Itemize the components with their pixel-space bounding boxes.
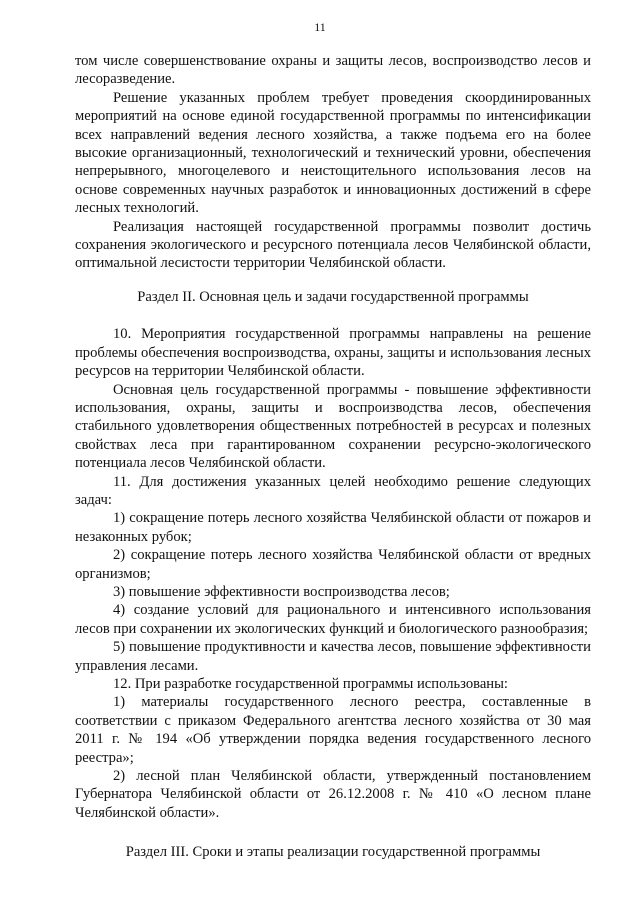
section-heading-2: Раздел II. Основная цель и задачи государственной программы <box>137 288 529 305</box>
list-item: 1) сокращение потерь лесного хозяйства Челябинской области от пожаров и незаконных рубок; <box>75 510 591 545</box>
paragraph: 11. Для достижения указанных целей необходимо решение следующих задач: <box>75 473 591 508</box>
section-heading-3: Раздел III. Сроки и этапы реализации государственной программы <box>125 844 541 861</box>
list-item: 2) лесной план Челябинской области, утвержденный постановлением Губернатора Челябинской области от 26.12.2008 г. № 410 «О лесном плане Челябинской области». <box>75 768 591 821</box>
list-item: 2) сокращение потерь лесного хозяйства Челябинской области от вредных организмов; <box>75 547 591 582</box>
paragraph: Основная цель государственной программы - повышение эффективности использования, охраны, защиты и воспроизводства лесов, обеспечения стабильного удовлетворения общественных потребностей в ресурсах и полезных свойствах леса при гарантированном сохранении ресурсно-экологического потенциала лесов Челябинской области. <box>75 381 591 472</box>
list-item: 4) создание условий для рационального и интенсивного использования лесов при сохранении их экологических функций и биологического разнообразия; <box>75 602 591 637</box>
page-number: 11 <box>314 20 326 34</box>
list-item: 1) материалы государственного лесного реестра, составленные в соответствии с приказом Федерального агентства лесного хозяйства от 30 мая 2011 г. № 194 «Об утверждении порядка ведения государственного лесного реестра»; <box>75 694 591 766</box>
paragraph: Реализация настоящей государственной программы позволит достичь сохранения экологического и ресурсного потенциала лесов Челябинской области, оптимальной лесистости территории Челябинской области. <box>75 218 591 272</box>
paragraph: 10. Мероприятия государственной программы направлены на решение проблемы обеспечения воспроизводства, охраны, защиты и использования лесных ресурсов на территории Челябинской области. <box>75 326 591 380</box>
document-body <box>75 52 591 862</box>
paragraph: Решение указанных проблем требует проведения скоординированных мероприятий на основе единой государственной программы по интенсификации всех направлений ведения лесного хозяйства, а также подъема его на более высокие организационный, технологический и технический уровни, обеспечения непрерывного, многоцелевого и неистощительного использования лесов на основе современных научных разработок и инновационных достижений в сфере лесных технологий. <box>75 89 591 217</box>
paragraph: 12. При разработке государственной программы использованы: <box>113 676 508 692</box>
list-item: 3) повышение эффективности воспроизводства лесов; <box>113 583 450 600</box>
paragraph: том числе совершенствование охраны и защиты лесов, воспроизводство лесов и лесоразведение. <box>75 53 591 88</box>
list-item: 5) повышение продуктивности и качества лесов, повышение эффективности управления лесами. <box>75 639 591 674</box>
